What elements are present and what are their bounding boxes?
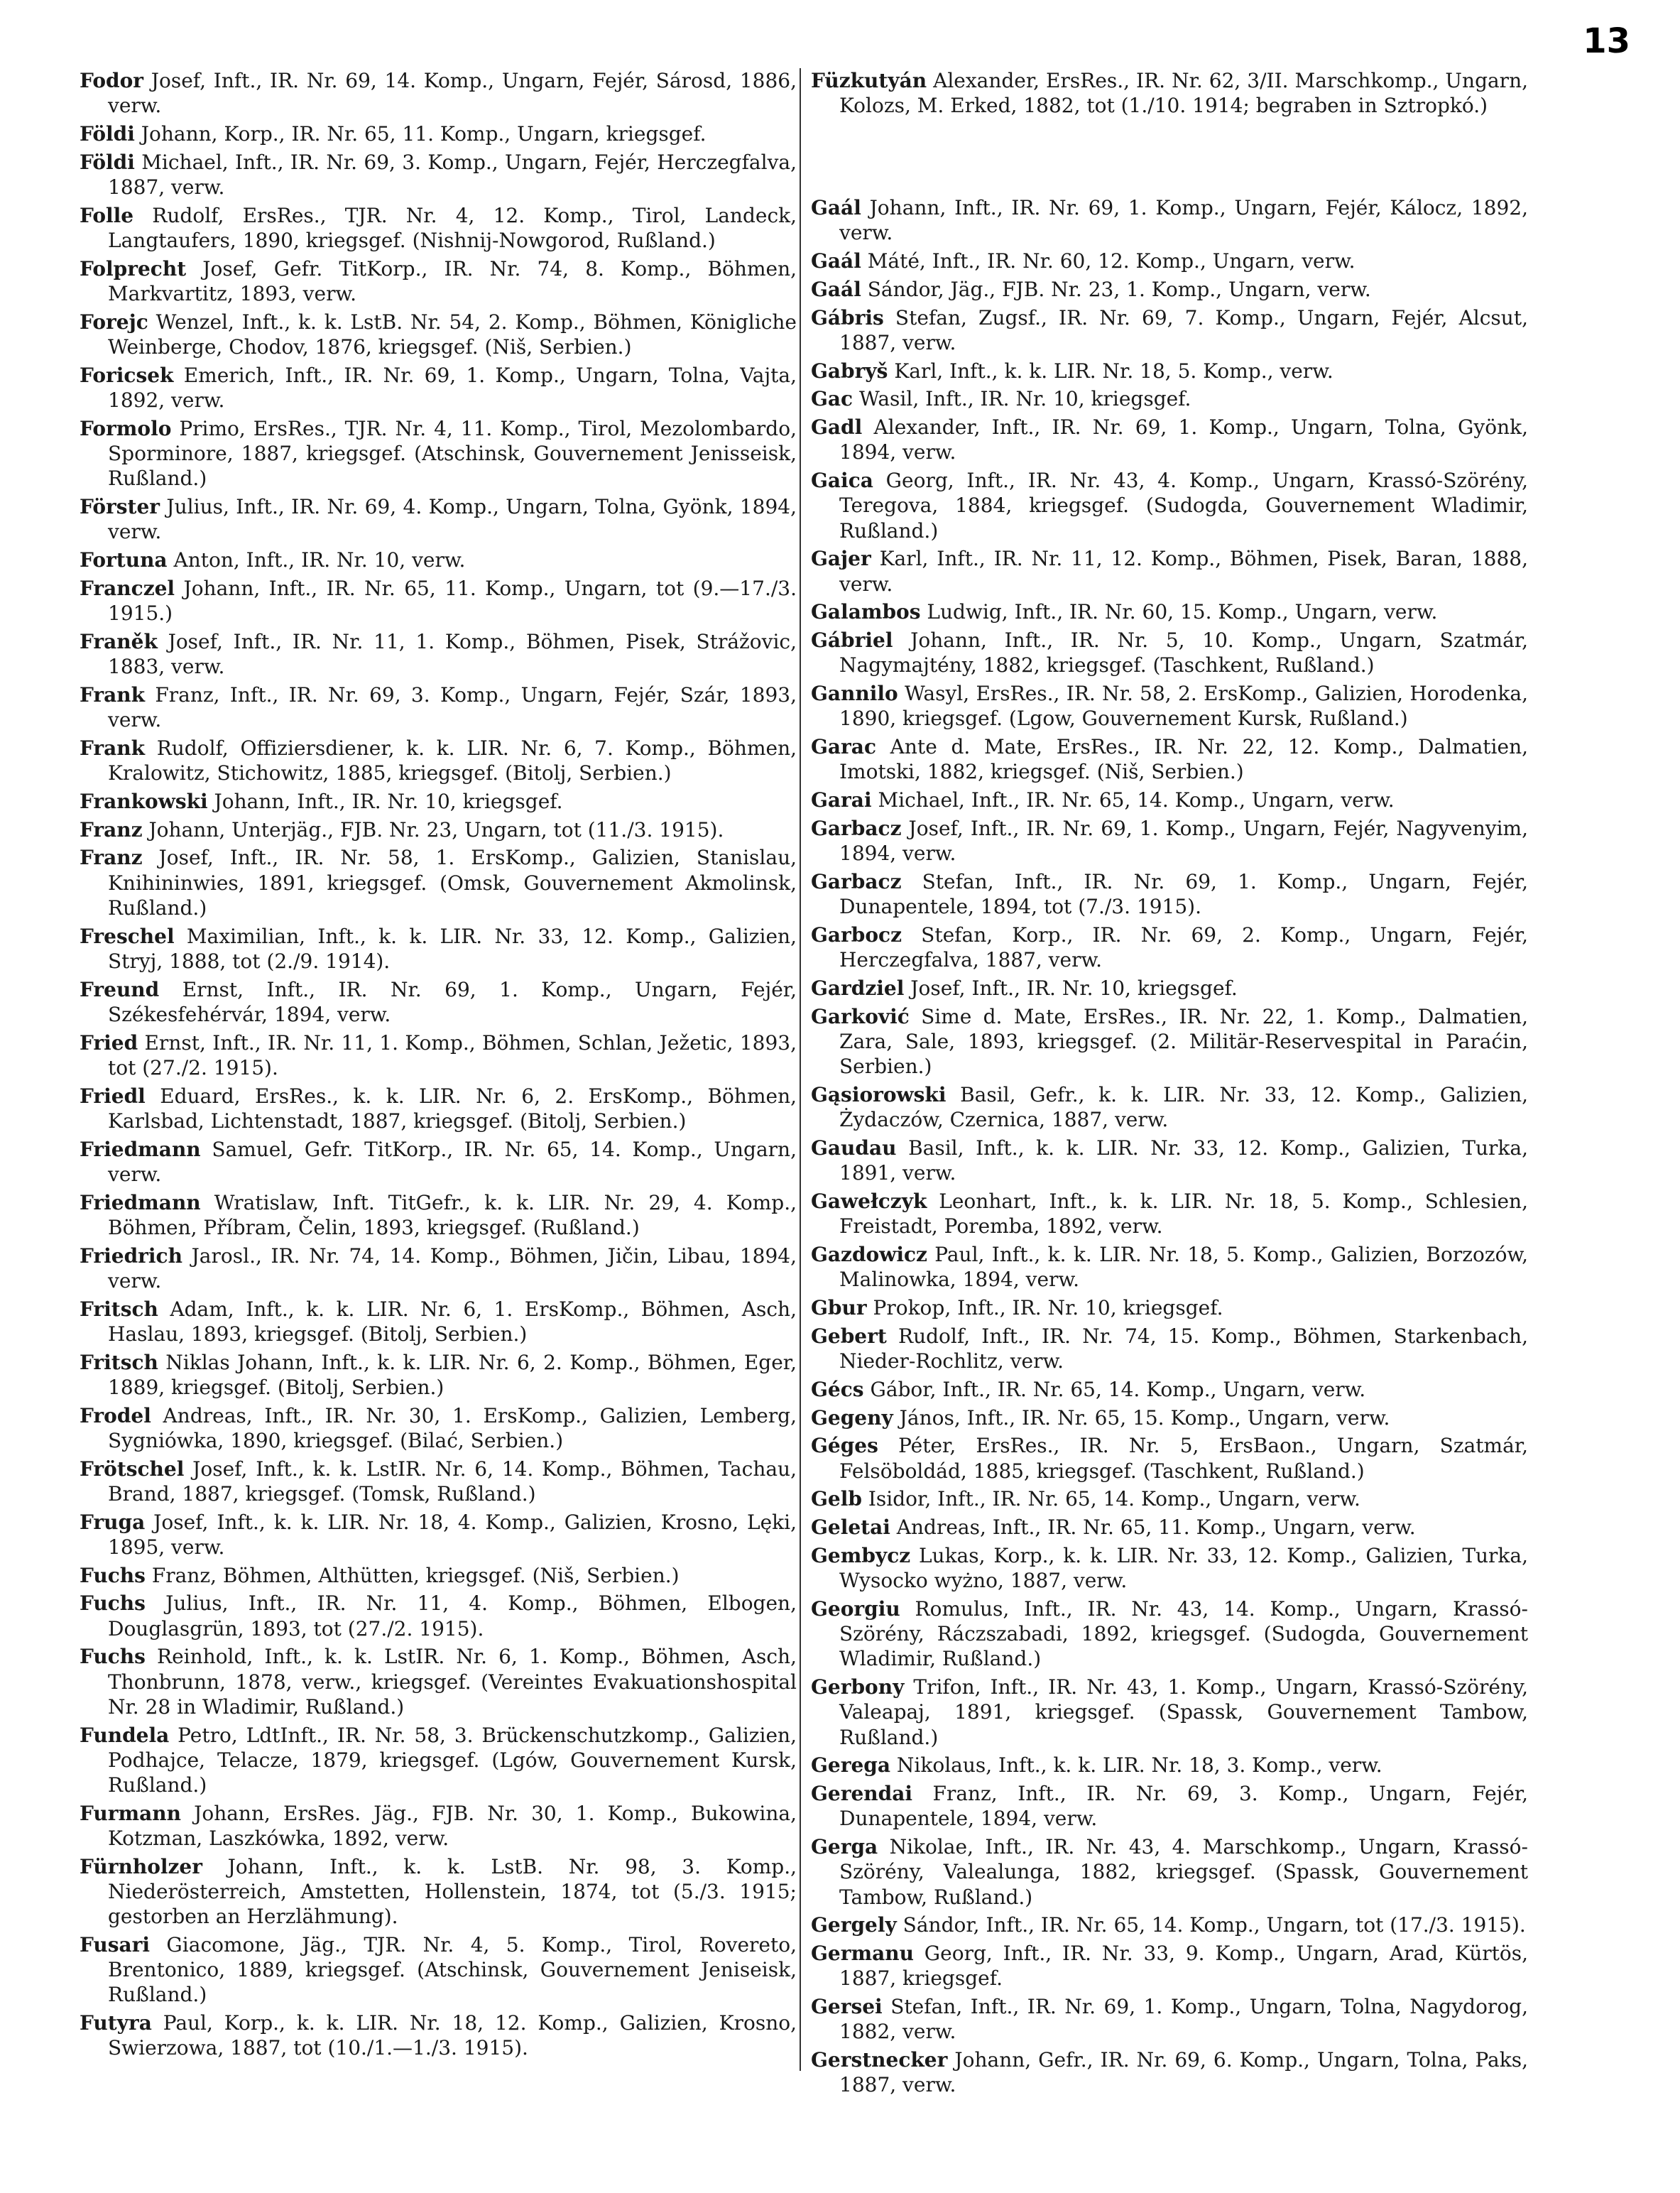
list-entry: [80, 629, 797, 679]
list-entry: [811, 976, 1528, 1001]
list-entry: [80, 2010, 797, 2060]
entry-surname: Gegeny: [811, 1405, 893, 1430]
list-entry: [80, 494, 797, 544]
entry-details: Franz, Böhmen, Althütten, kriegsgef. (Niš, Serbien.): [145, 1563, 680, 1587]
entry-surname: Gersei: [811, 1995, 883, 2019]
list-entry: [811, 681, 1528, 731]
entry-surname: Géges: [811, 1434, 878, 1458]
list-entry: [811, 923, 1528, 972]
section-gap: [811, 121, 1528, 195]
entry-details: Georg, Inft., IR. Nr. 33, 9. Komp., Ungarn, Arad, Kürtös, 1887, kriegsgef.: [839, 1942, 1528, 1991]
list-entry: [811, 1941, 1528, 1991]
right-column: [811, 68, 1528, 2101]
entry-surname: Fuchs: [80, 1563, 146, 1587]
entry-surname: Gaál: [811, 249, 861, 273]
entry-surname: Galambos: [811, 600, 921, 624]
list-entry: [811, 249, 1528, 273]
entry-surname: Fritsch: [80, 1297, 158, 1321]
entry-details: Stefan, Inft., IR. Nr. 69, 1. Komp., Ungarn, Fejér, Dunapentele, 1894, tot (7./3. 1915).: [839, 869, 1528, 919]
entry-surname: Gelb: [811, 1487, 862, 1511]
list-entry: [80, 1030, 797, 1080]
entry-details: Eduard, ErsRes., k. k. LIR. Nr. 6, 2. ErsKomp., Böhmen, Karlsbad, Lichtenstadt, 1887, kriegsgef. (Bitolj, Serbien.): [108, 1084, 797, 1133]
entry-surname: Futyra: [80, 2011, 152, 2035]
entry-details: Josef, Inft., IR. Nr. 69, 14. Komp., Ungarn, Fejér, Sárosd, 1886, verw.: [108, 69, 797, 118]
entry-details: Reinhold, Inft., k. k. LstIR. Nr. 6, 1. Komp., Böhmen, Asch, Thonbrunn, 1878, verw., kriegsgef. (Vereintes Evakuationshospital Nr. 28 in Wladimir, Rußland.): [108, 1645, 797, 1719]
list-entry: [811, 1136, 1528, 1185]
list-entry: [80, 1084, 797, 1133]
list-entry: [80, 363, 797, 413]
entry-details: Basil, Gefr., k. k. LIR. Nr. 33, 12. Komp., Galizien, Żydaczów, Czernica, 1887, verw.: [839, 1082, 1528, 1132]
entry-surname: Friedl: [80, 1084, 146, 1108]
entry-surname: Frank: [80, 736, 146, 760]
entry-details: Máté, Inft., IR. Nr. 60, 12. Komp., Ungarn, verw.: [861, 249, 1356, 273]
entry-details: Stefan, Zugsf., IR. Nr. 69, 7. Komp., Ungarn, Fejér, Alcsut, 1887, verw.: [839, 305, 1528, 354]
column-divider: [800, 68, 801, 2071]
entry-surname: Frötschel: [80, 1457, 185, 1481]
list-entry: [811, 1004, 1528, 1079]
entry-details: Sándor, Inft., IR. Nr. 65, 14. Komp., Ungarn, tot (17./3. 1915).: [896, 1913, 1526, 1937]
list-entry: [811, 1781, 1528, 1831]
entry-details: Leonhart, Inft., k. k. LIR. Nr. 18, 5. Komp., Schlesien, Freistadt, Poremba, 1892, verw.: [839, 1189, 1528, 1239]
entry-surname: Germanu: [811, 1942, 914, 1966]
entry-surname: Frank: [80, 682, 146, 707]
entry-surname: Fuchs: [80, 1591, 146, 1616]
list-entry: [811, 1543, 1528, 1593]
entry-surname: Franz: [80, 846, 143, 870]
list-entry: [80, 1801, 797, 1851]
entry-details: Nikolae, Inft., IR. Nr. 43, 4. Marschkomp., Ungarn, Krassó-Szörény, Valealunga, 1882, kriegsgef. (Spassk, Gouvernement Tambow, Rußland.): [839, 1835, 1528, 1909]
entry-details: Michael, Inft., IR. Nr. 65, 14. Komp., Ungarn, verw.: [871, 788, 1395, 812]
entry-details: Josef, Inft., k. k. LIR. Nr. 18, 4. Komp., Galizien, Krosno, Lęki, 1895, verw.: [108, 1510, 797, 1559]
list-entry: [811, 1405, 1528, 1430]
entry-surname: Gécs: [811, 1377, 864, 1401]
entry-surname: Garbacz: [811, 869, 902, 893]
entry-details: Stefan, Inft., IR. Nr. 69, 1. Komp., Ungarn, Tolna, Nagydorog, 1882, verw.: [839, 1995, 1528, 2044]
entry-surname: Gaál: [811, 196, 861, 219]
entry-details: Rudolf, Inft., IR. Nr. 74, 15. Komp., Böhmen, Starkenbach, Nieder-Rochlitz, verw.: [839, 1324, 1528, 1373]
entry-surname: Fried: [80, 1030, 138, 1055]
list-entry: [80, 1932, 797, 2008]
list-entry: [80, 310, 797, 359]
entry-details: Stefan, Korp., IR. Nr. 69, 2. Komp., Ungarn, Fejér, Herczegfalva, 1887, verw.: [839, 923, 1528, 972]
entry-surname: Formolo: [80, 416, 172, 440]
list-entry: [811, 415, 1528, 464]
entry-details: Petro, LdtInft., IR. Nr. 58, 3. Brückenschutzkomp., Galizien, Podhajce, Telacze, 1879, kriegsgef. (Lgów, Gouvernement Kursk, Rußland.): [108, 1723, 797, 1797]
entry-details: Julius, Inft., IR. Nr. 69, 4. Komp., Ungarn, Tolna, Gyönk, 1894, verw.: [108, 495, 797, 544]
entry-details: Paul, Inft., k. k. LIR. Nr. 18, 5. Komp., Galizien, Borzozów, Malinowka, 1894, verw.: [839, 1242, 1528, 1292]
entry-surname: Földi: [80, 122, 135, 146]
entry-surname: Folle: [80, 203, 134, 227]
entry-details: János, Inft., IR. Nr. 65, 15. Komp., Ungarn, verw.: [893, 1405, 1390, 1430]
entry-surname: Gannilo: [811, 682, 898, 706]
list-entry: [80, 68, 797, 118]
list-entry: [811, 816, 1528, 866]
entry-details: Wasil, Inft., IR. Nr. 10, kriegsgef.: [853, 387, 1191, 411]
right-column-main: [811, 195, 1528, 2098]
list-entry: [80, 924, 797, 974]
entry-surname: Gerega: [811, 1753, 891, 1778]
entry-surname: Garbacz: [811, 816, 902, 840]
entry-details: Lukas, Korp., k. k. LIR. Nr. 33, 12. Komp., Galizien, Turka, Wysocko wyżno, 1887, verw.: [839, 1543, 1528, 1593]
entry-details: Josef, Inft., k. k. LstIR. Nr. 6, 14. Komp., Böhmen, Tachau, Brand, 1887, kriegsgef. (Tomsk, Rußland.): [108, 1457, 797, 1506]
entry-details: Jarosl., IR. Nr. 74, 14. Komp., Böhmen, Jičin, Libau, 1894, verw.: [108, 1244, 797, 1293]
entry-surname: Fruga: [80, 1510, 146, 1534]
list-entry: [80, 203, 797, 253]
list-entry: [811, 1596, 1528, 1672]
entry-details: Anton, Inft., IR. Nr. 10, verw.: [167, 548, 466, 572]
entry-details: Sime d. Mate, ErsRes., IR. Nr. 22, 1. Komp., Dalmatien, Zara, Sale, 1893, kriegsgef. (2. Militär-Reservespital in Paraćin, Serbien.): [839, 1004, 1528, 1079]
list-entry: [80, 121, 797, 146]
list-entry: [811, 1242, 1528, 1292]
right-column-top: [811, 68, 1528, 118]
list-entry: [811, 1486, 1528, 1511]
list-entry: [811, 788, 1528, 812]
list-entry: [80, 736, 797, 785]
entry-details: Julius, Inft., IR. Nr. 11, 4. Komp., Böhmen, Elbogen, Douglasgrün, 1893, tot (27./2. 1915).: [108, 1591, 797, 1640]
entry-details: Péter, ErsRes., IR. Nr. 5, ErsBaon., Ungarn, Szatmár, Felsöboldád, 1885, kriegsgef. (Taschkent, Rußland.): [839, 1434, 1528, 1483]
entry-surname: Gerstnecker: [811, 2048, 948, 2072]
entry-details: Johann, Gefr., IR. Nr. 69, 6. Komp., Ungarn, Tolna, Paks, 1887, verw.: [839, 2048, 1528, 2097]
entry-details: Wratislaw, Inft. TitGefr., k. k. LIR. Nr. 29, 4. Komp., Böhmen, Příbram, Čelin, 1893, kriegsgef. (Rußland.): [108, 1190, 797, 1239]
list-entry: [80, 1403, 797, 1453]
entry-details: Josef, Inft., IR. Nr. 69, 1. Komp., Ungarn, Fejér, Nagyvenyim, 1894, verw.: [839, 816, 1528, 866]
entry-details: Ernst, Inft., IR. Nr. 69, 1. Komp., Ungarn, Fejér, Székesfehérvár, 1894, verw.: [108, 977, 797, 1026]
entry-details: Johann, Inft., k. k. LstB. Nr. 98, 3. Komp., Niederösterreich, Amstetten, Hollenstein, 1874, tot (5./3. 1915; gestorben an Herzlähmung).: [108, 1854, 797, 1929]
entry-details: Johann, Inft., IR. Nr. 10, kriegsgef.: [207, 789, 563, 813]
entry-surname: Garbocz: [811, 923, 902, 947]
entry-surname: Gazdowicz: [811, 1242, 927, 1266]
list-entry: [811, 628, 1528, 678]
entry-surname: Franz: [80, 817, 143, 842]
entry-surname: Gac: [811, 387, 853, 411]
entry-surname: Gabryš: [811, 359, 888, 383]
entry-surname: Gbur: [811, 1295, 867, 1319]
entry-surname: Földi: [80, 150, 135, 174]
entry-surname: Gábris: [811, 305, 884, 330]
entry-details: Trifon, Inft., IR. Nr. 43, 1. Komp., Ungarn, Krassó-Szörény, Valeapaj, 1891, kriegsgef. (Spassk, Gouvernement Tambow, Rußland.): [839, 1675, 1528, 1749]
entry-details: Karl, Inft., k. k. LIR. Nr. 18, 5. Komp., verw.: [888, 359, 1333, 383]
list-entry: [811, 1433, 1528, 1483]
entry-surname: Freund: [80, 977, 160, 1001]
entry-surname: Fortuna: [80, 548, 168, 572]
entry-surname: Franczel: [80, 576, 175, 600]
entry-details: Josef, Gefr. TitKorp., IR. Nr. 74, 8. Komp., Böhmen, Markvartitz, 1893, verw.: [108, 256, 797, 305]
list-entry: [811, 546, 1528, 596]
entry-details: Sándor, Jäg., FJB. Nr. 23, 1. Komp., Ungarn, verw.: [861, 277, 1371, 301]
entry-surname: Gawełczyk: [811, 1189, 927, 1213]
list-entry: [80, 1723, 797, 1798]
entry-surname: Gajer: [811, 547, 871, 571]
entry-surname: Forejc: [80, 310, 148, 334]
list-entry: [811, 599, 1528, 624]
list-entry: [811, 305, 1528, 355]
entry-details: Karl, Inft., IR. Nr. 11, 12. Komp., Böhmen, Pisek, Baran, 1888, verw.: [839, 547, 1528, 596]
entry-details: Giacomone, Jäg., TJR. Nr. 4, 5. Komp., Tirol, Rovereto, Brentonico, 1889, kriegsgef. (Atschinsk, Gouvernement Jeniseisk, Rußland.): [108, 1933, 797, 2007]
entry-surname: Garac: [811, 735, 876, 759]
list-entry: [80, 1457, 797, 1506]
entry-details: Josef, Inft., IR. Nr. 11, 1. Komp., Böhmen, Pisek, Strážovic, 1883, verw.: [108, 629, 797, 678]
entry-surname: Fodor: [80, 69, 144, 92]
entry-surname: Garai: [811, 788, 872, 812]
entry-surname: Fundela: [80, 1723, 170, 1747]
entry-surname: Friedrich: [80, 1244, 182, 1268]
entry-surname: Füzkutyán: [811, 69, 927, 92]
entry-surname: Gerbony: [811, 1675, 905, 1699]
list-entry: [80, 150, 797, 200]
entry-surname: Fuchs: [80, 1645, 146, 1669]
entry-surname: Foricsek: [80, 363, 174, 387]
entry-surname: Gaál: [811, 277, 861, 301]
entry-surname: Fürnholzer: [80, 1854, 202, 1878]
entry-details: Ernst, Inft., IR. Nr. 11, 1. Komp., Böhmen, Schlan, Ježetic, 1893, tot (27./2. 1915).: [108, 1030, 797, 1079]
entry-surname: Gaudau: [811, 1136, 897, 1160]
entry-details: Johann, Inft., IR. Nr. 5, 10. Komp., Ungarn, Szatmár, Nagymajtény, 1882, kriegsgef. (Taschkent, Rußland.): [839, 628, 1528, 678]
entry-details: Prokop, Inft., IR. Nr. 10, kriegsgef.: [866, 1295, 1223, 1319]
entry-details: Maximilian, Inft., k. k. LIR. Nr. 33, 12. Komp., Galizien, Stryj, 1888, tot (2./9. 1914).: [108, 924, 797, 973]
list-entry: [80, 1563, 797, 1588]
entry-details: Johann, ErsRes. Jäg., FJB. Nr. 30, 1. Komp., Bukowina, Kotzman, Laszkówka, 1892, verw.: [108, 1801, 797, 1850]
entry-details: Isidor, Inft., IR. Nr. 65, 14. Komp., Ungarn, verw.: [861, 1487, 1360, 1511]
entry-details: Basil, Inft., k. k. LIR. Nr. 33, 12. Komp., Galizien, Turka, 1891, verw.: [839, 1136, 1528, 1185]
list-entry: [811, 277, 1528, 302]
list-entry: [80, 548, 797, 572]
entry-surname: Gembycz: [811, 1543, 911, 1567]
list-entry: [80, 789, 797, 814]
list-entry: [80, 1244, 797, 1293]
list-entry: [80, 1190, 797, 1240]
left-column: [80, 68, 797, 2064]
list-entry: [811, 869, 1528, 919]
list-entry: [80, 1137, 797, 1187]
list-entry: [80, 1854, 797, 1930]
entry-details: Niklas Johann, Inft., k. k. LIR. Nr. 6, 2. Komp., Böhmen, Eger, 1889, kriegsgef. (Bitolj, Serbien.): [108, 1350, 797, 1399]
entry-details: Wenzel, Inft., k. k. LstB. Nr. 54, 2. Komp., Böhmen, Königliche Weinberge, Chodov, 1876, kriegsgef. (Niš, Serbien.): [108, 310, 797, 359]
list-entry: [811, 1189, 1528, 1239]
list-entry: [811, 2047, 1528, 2097]
entry-details: Paul, Korp., k. k. LIR. Nr. 18, 12. Komp., Galizien, Krosno, Swierzowa, 1887, tot (10./1.—1./3. 1915).: [108, 2011, 797, 2060]
entry-details: Ante d. Mate, ErsRes., IR. Nr. 22, 12. Komp., Dalmatien, Imotski, 1882, kriegsgef. (Niš, Serbien.): [839, 735, 1528, 784]
list-entry: [811, 359, 1528, 383]
entry-details: Wasyl, ErsRes., IR. Nr. 58, 2. ErsKomp., Galizien, Horodenka, 1890, kriegsgef. (Lgow, Gouvernement Kursk, Rußland.): [839, 682, 1528, 731]
list-entry: [811, 1675, 1528, 1750]
entry-details: Josef, Inft., IR. Nr. 10, kriegsgef.: [904, 976, 1238, 1000]
entry-surname: Gábriel: [811, 628, 893, 653]
list-entry: [80, 682, 797, 732]
page-number: 13: [1583, 21, 1630, 61]
list-entry: [811, 1295, 1528, 1320]
entry-details: Emerich, Inft., IR. Nr. 69, 1. Komp., Ungarn, Tolna, Vajta, 1892, verw.: [108, 363, 797, 412]
entry-surname: Franěk: [80, 629, 158, 653]
list-entry: [811, 468, 1528, 543]
entry-surname: Georgiu: [811, 1596, 900, 1621]
entry-surname: Folprecht: [80, 256, 187, 281]
entry-surname: Gadl: [811, 415, 863, 440]
entry-details: Johann, Inft., IR. Nr. 65, 11. Komp., Ungarn, tot (9.—17./3. 1915.): [108, 576, 797, 625]
list-entry: [811, 1082, 1528, 1132]
list-entry: [80, 977, 797, 1027]
entry-surname: Fusari: [80, 1933, 151, 1957]
entry-details: Primo, ErsRes., TJR. Nr. 4, 11. Komp., Tirol, Mezolombardo, Sporminore, 1887, kriegsgef. (Atschinsk, Gouvernement Jenisseisk, Rußland.): [108, 416, 797, 491]
list-entry: [811, 1912, 1528, 1937]
entry-surname: Garković: [811, 1004, 910, 1028]
list-entry: [811, 1515, 1528, 1540]
list-entry: [80, 256, 797, 306]
list-entry: [811, 68, 1528, 118]
entry-surname: Geletai: [811, 1515, 890, 1540]
list-entry: [811, 195, 1528, 245]
list-entry: [80, 817, 797, 842]
entry-surname: Gerendai: [811, 1782, 913, 1806]
entry-details: Adam, Inft., k. k. LIR. Nr. 6, 1. ErsKomp., Böhmen, Asch, Haslau, 1893, kriegsgef. (Bitolj, Serbien.): [108, 1297, 797, 1346]
entry-surname: Gergely: [811, 1913, 897, 1937]
entry-surname: Fritsch: [80, 1350, 158, 1374]
entry-details: Rudolf, ErsRes., TJR. Nr. 4, 12. Komp., Tirol, Landeck, Langtaufers, 1890, kriegsgef. (Nishnij-Nowgorod, Rußland.): [108, 203, 797, 252]
entry-surname: Friedmann: [80, 1137, 201, 1161]
entry-details: Johann, Korp., IR. Nr. 65, 11. Komp., Ungarn, kriegsgef.: [134, 122, 707, 146]
list-entry: [80, 416, 797, 491]
entry-details: Michael, Inft., IR. Nr. 69, 3. Komp., Ungarn, Fejér, Herczegfalva, 1887, verw.: [108, 150, 797, 199]
entry-details: Nikolaus, Inft., k. k. LIR. Nr. 18, 3. Komp., verw.: [890, 1753, 1382, 1778]
list-entry: [811, 1994, 1528, 2044]
entry-surname: Frodel: [80, 1403, 151, 1427]
entry-details: Franz, Inft., IR. Nr. 69, 3. Komp., Ungarn, Fejér, Dunapentele, 1894, verw.: [839, 1782, 1528, 1831]
entry-details: Johann, Inft., IR. Nr. 69, 1. Komp., Ungarn, Fejér, Kálocz, 1892, verw.: [839, 196, 1528, 245]
entry-surname: Förster: [80, 495, 160, 518]
entry-details: Georg, Inft., IR. Nr. 43, 4. Komp., Ungarn, Krassó-Szörény, Teregova, 1884, kriegsgef. (Sudogda, Gouvernement Wladimir, Rußland.): [839, 469, 1528, 543]
list-entry: [80, 845, 797, 920]
list-entry: [811, 1753, 1528, 1778]
entry-details: Ludwig, Inft., IR. Nr. 60, 15. Komp., Ungarn, verw.: [920, 600, 1438, 624]
list-entry: [811, 734, 1528, 784]
entry-details: Alexander, ErsRes., IR. Nr. 62, 3/II. Marschkomp., Ungarn, Kolozs, M. Erked, 1882, tot (1./10. 1914; begraben in Sztropkó.): [839, 69, 1528, 118]
entry-details: Andreas, Inft., IR. Nr. 65, 11. Komp., Ungarn, verw.: [890, 1515, 1416, 1540]
entry-details: Samuel, Gefr. TitKorp., IR. Nr. 65, 14. Komp., Ungarn, verw.: [108, 1137, 797, 1186]
entry-surname: Gerga: [811, 1835, 878, 1859]
entry-surname: Gardziel: [811, 976, 905, 1000]
list-entry: [80, 576, 797, 626]
entry-details: Franz, Inft., IR. Nr. 69, 3. Komp., Ungarn, Fejér, Szár, 1893, verw.: [108, 682, 797, 731]
entry-surname: Frankowski: [80, 789, 208, 813]
entry-details: Gábor, Inft., IR. Nr. 65, 14. Komp., Ungarn, verw.: [863, 1377, 1366, 1401]
list-entry: [811, 1834, 1528, 1910]
entry-details: Rudolf, Offiziersdiener, k. k. LIR. Nr. 6, 7. Komp., Böhmen, Kralowitz, Stichowitz, 1885, kriegsgef. (Bitolj, Serbien.): [108, 736, 797, 785]
entry-surname: Gaica: [811, 469, 873, 493]
list-entry: [811, 1377, 1528, 1402]
list-entry: [80, 1297, 797, 1346]
entry-surname: Furmann: [80, 1801, 181, 1825]
entry-surname: Freschel: [80, 924, 175, 948]
list-entry: [80, 1644, 797, 1719]
list-entry: [80, 1591, 797, 1640]
entry-details: Alexander, Inft., IR. Nr. 69, 1. Komp., Ungarn, Tolna, Gyönk, 1894, verw.: [839, 415, 1528, 464]
entry-details: Johann, Unterjäg., FJB. Nr. 23, Ungarn, tot (11./3. 1915).: [142, 817, 724, 842]
entry-details: Josef, Inft., IR. Nr. 58, 1. ErsKomp., Galizien, Stanislau, Knihininwies, 1891, kriegsgef. (Omsk, Gouvernement Akmolinsk, Rußland.): [108, 846, 797, 920]
entry-details: Andreas, Inft., IR. Nr. 30, 1. ErsKomp., Galizien, Lemberg, Sygniówka, 1890, kriegsgef. (Bilać, Serbien.): [108, 1403, 797, 1452]
entry-details: Romulus, Inft., IR. Nr. 43, 14. Komp., Ungarn, Krassó-Szörény, Ráczszabadi, 1892, kriegsgef. (Sudogda, Gouvernement Wladimir, Rußland.): [839, 1596, 1528, 1671]
entry-surname: Friedmann: [80, 1190, 201, 1214]
list-entry: [811, 386, 1528, 411]
list-entry: [80, 1350, 797, 1400]
entry-surname: Gebert: [811, 1324, 887, 1348]
list-entry: [80, 1510, 797, 1560]
entry-surname: Gąsiorowski: [811, 1082, 947, 1106]
list-entry: [811, 1324, 1528, 1373]
